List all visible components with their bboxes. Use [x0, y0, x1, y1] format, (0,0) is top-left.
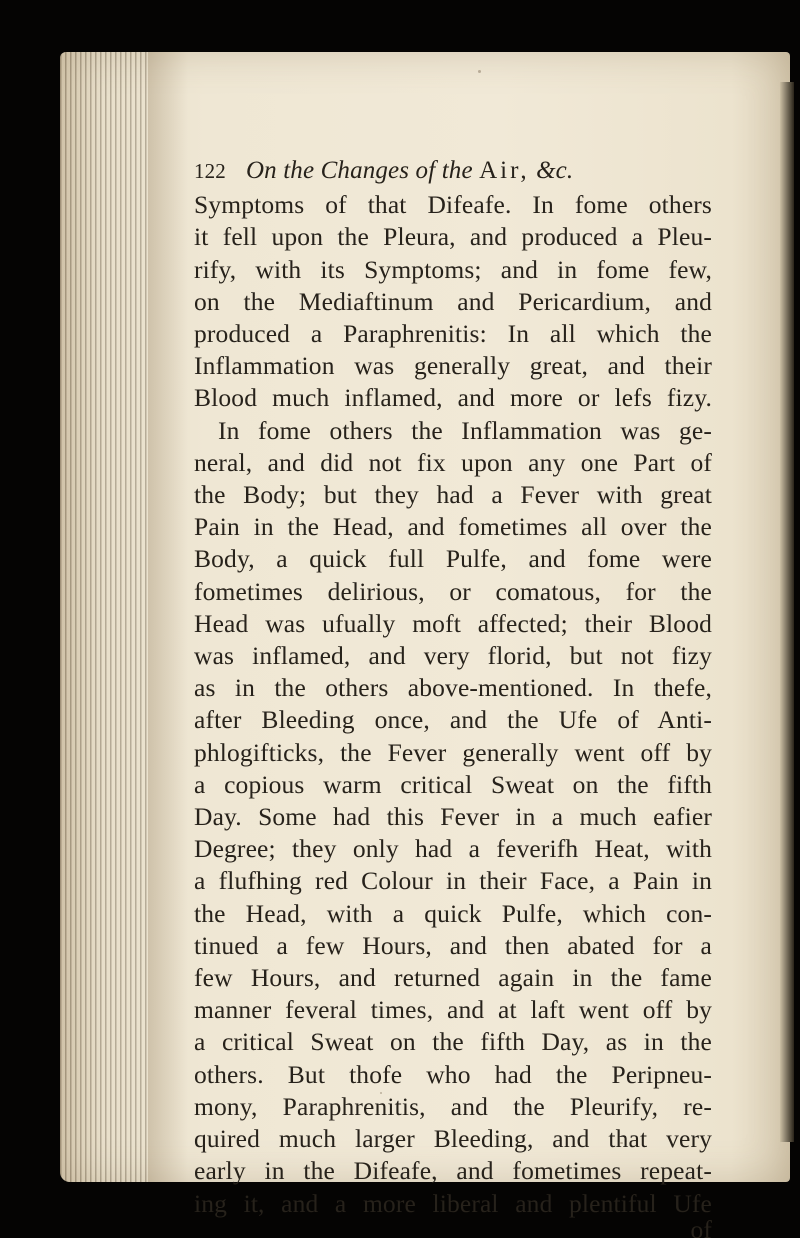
- running-head-prefix: On the Changes of the: [245, 157, 473, 184]
- text-line: it fell upon the Pleura, and produced a Pleu-: [194, 222, 712, 252]
- text-line: phlogifticks, the Fever generally went off by: [194, 737, 712, 767]
- text-line: was inflamed, and very florid, but not fizy: [194, 641, 712, 671]
- text-line: early in the Difeafe, and fometimes repeat-: [194, 1156, 712, 1186]
- text-line: after Bleeding once, and the Ufe of Anti-: [194, 705, 712, 735]
- text-line: quired much larger Bleeding, and that very: [194, 1124, 712, 1154]
- page-number: 122: [194, 159, 226, 183]
- text-line: neral, and did not fix upon any one Part of: [194, 447, 712, 477]
- running-head: [246, 155, 573, 187]
- page-gutter: [60, 52, 148, 1182]
- text-line: manner feveral times, and at laft went off by: [194, 995, 712, 1025]
- page-text: [194, 155, 754, 1238]
- catchword: of: [690, 1214, 712, 1238]
- text-line: others. But thofe who had the Peripneu-: [194, 1059, 712, 1089]
- text-line: fometimes delirious, or comatous, for the: [194, 576, 712, 606]
- body-text: [194, 189, 754, 1220]
- text-line: a copious warm critical Sweat on the fifth: [194, 769, 712, 799]
- text-line: on the Mediaftinum and Pericardium, and: [194, 286, 712, 316]
- text-line: the Head, with a quick Pulfe, which con-: [194, 898, 712, 928]
- text-line: Degree; they only had a feverifh Heat, with: [194, 834, 712, 864]
- text-line: a flufhing red Colour in their Face, a Pain in: [194, 866, 712, 896]
- text-line: mony, Paraphrenitis, and the Pleurify, re-: [194, 1091, 712, 1121]
- text-line: a critical Sweat on the fifth Day, as in the: [194, 1027, 712, 1057]
- text-line: tinued a few Hours, and then abated for a: [194, 930, 712, 960]
- text-line: few Hours, and returned again in the fame: [194, 963, 712, 993]
- paper-speck: [478, 70, 481, 73]
- text-line: as in the others above-mentioned. In thefe,: [194, 673, 712, 703]
- page-header: [194, 155, 754, 187]
- running-head-suffix: &c.: [536, 157, 574, 184]
- text-line: the Body; but they had a Fever with great: [194, 480, 712, 510]
- text-line: Day. Some had this Fever in a much eafier: [194, 802, 712, 832]
- text-line: ing it, and a more liberal and plentiful Ufe: [194, 1188, 712, 1218]
- gutter-shadow: [148, 52, 188, 1182]
- text-line: Symptoms of that Difeafe. In fome others: [194, 190, 712, 220]
- running-head-caps: Air,: [479, 157, 530, 184]
- page-edge: [780, 82, 794, 1142]
- text-line: Head was ufually moft affected; their Blood: [194, 608, 712, 638]
- text-line: Body, a quick full Pulfe, and fome were: [194, 544, 712, 574]
- text-line: Blood much inflamed, and more or lefs fizy.: [194, 383, 712, 413]
- text-line: Inflammation was generally great, and their: [194, 351, 712, 381]
- text-line: rify, with its Symptoms; and in fome few,: [194, 254, 712, 284]
- text-line: produced a Paraphrenitis: In all which the: [194, 319, 712, 349]
- text-line: In fome others the Inflammation was ge-: [218, 415, 712, 445]
- text-line: Pain in the Head, and fometimes all over the: [194, 512, 712, 542]
